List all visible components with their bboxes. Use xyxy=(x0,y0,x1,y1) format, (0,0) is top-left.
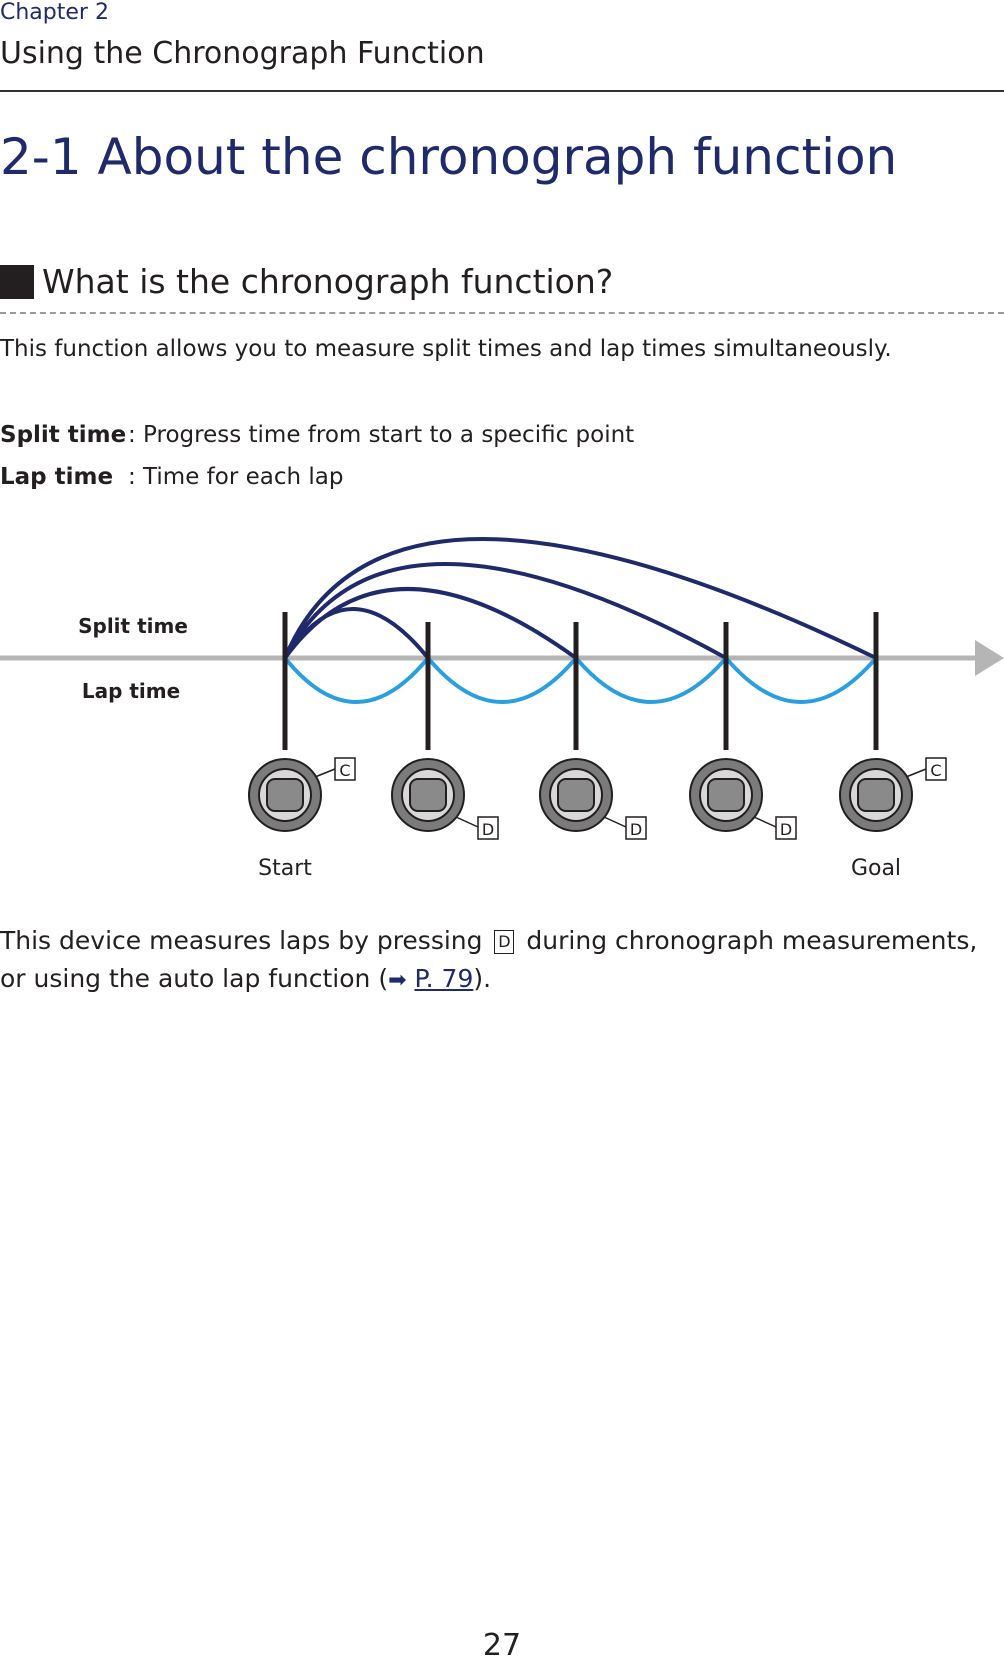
page-number: 27 xyxy=(482,1628,522,1663)
watch-button-label: D xyxy=(481,820,495,839)
body-paragraph xyxy=(0,922,990,1000)
definition-lap xyxy=(0,464,343,490)
arrow-right-icon: ➡ xyxy=(388,968,407,993)
body-text-middle: during chronograph measurements, or using the auto lap function ( xyxy=(0,926,978,993)
d-button-icon: D xyxy=(494,930,514,954)
definition-split xyxy=(0,422,634,448)
lap-arc-4 xyxy=(726,658,876,702)
dashed-divider xyxy=(0,312,1004,314)
definition-term: Lap time xyxy=(0,464,114,490)
chronograph-diagram xyxy=(0,520,1004,890)
definition-desc: : Time for each lap xyxy=(128,464,344,490)
watch-button-label: C xyxy=(930,761,942,780)
definition-desc: : Progress time from start to a specific point xyxy=(128,422,635,448)
intro-text: This function allows you to measure split times and lap times simultaneously. xyxy=(0,336,892,362)
watch-icon xyxy=(540,759,646,839)
watch-icon xyxy=(690,759,796,839)
page-reference-link[interactable]: P. 79 xyxy=(414,964,474,993)
watch-icon xyxy=(392,759,498,839)
body-text-start: This device measures laps by pressing xyxy=(0,926,483,955)
header-divider xyxy=(0,90,1004,92)
split-time-label: Split time xyxy=(78,614,188,638)
goal-label: Goal xyxy=(850,856,902,881)
square-bullet-icon xyxy=(0,265,34,299)
watch-button-label: C xyxy=(339,761,351,780)
axis-arrow-icon xyxy=(975,640,1004,676)
lap-arc-2 xyxy=(428,658,576,702)
subheading-text: What is the chronograph function? xyxy=(42,262,614,301)
split-arc-4 xyxy=(285,539,876,658)
definition-term: Split time xyxy=(0,422,127,448)
watch-button-label: D xyxy=(629,820,643,839)
chapter-label: Chapter 2 xyxy=(0,0,109,25)
lap-arc-3 xyxy=(576,658,726,702)
lap-time-label: Lap time xyxy=(81,679,181,703)
body-text-end: ). xyxy=(473,964,492,993)
watch-button-label: D xyxy=(779,820,793,839)
section-title: 2-1 About the chronograph function xyxy=(0,128,898,186)
watch-icon xyxy=(840,758,946,831)
lap-arc-1 xyxy=(285,658,428,702)
chapter-title: Using the Chronograph Function xyxy=(0,36,485,71)
watch-icon xyxy=(249,758,355,831)
start-label: Start xyxy=(258,856,312,881)
subheading xyxy=(0,262,613,301)
